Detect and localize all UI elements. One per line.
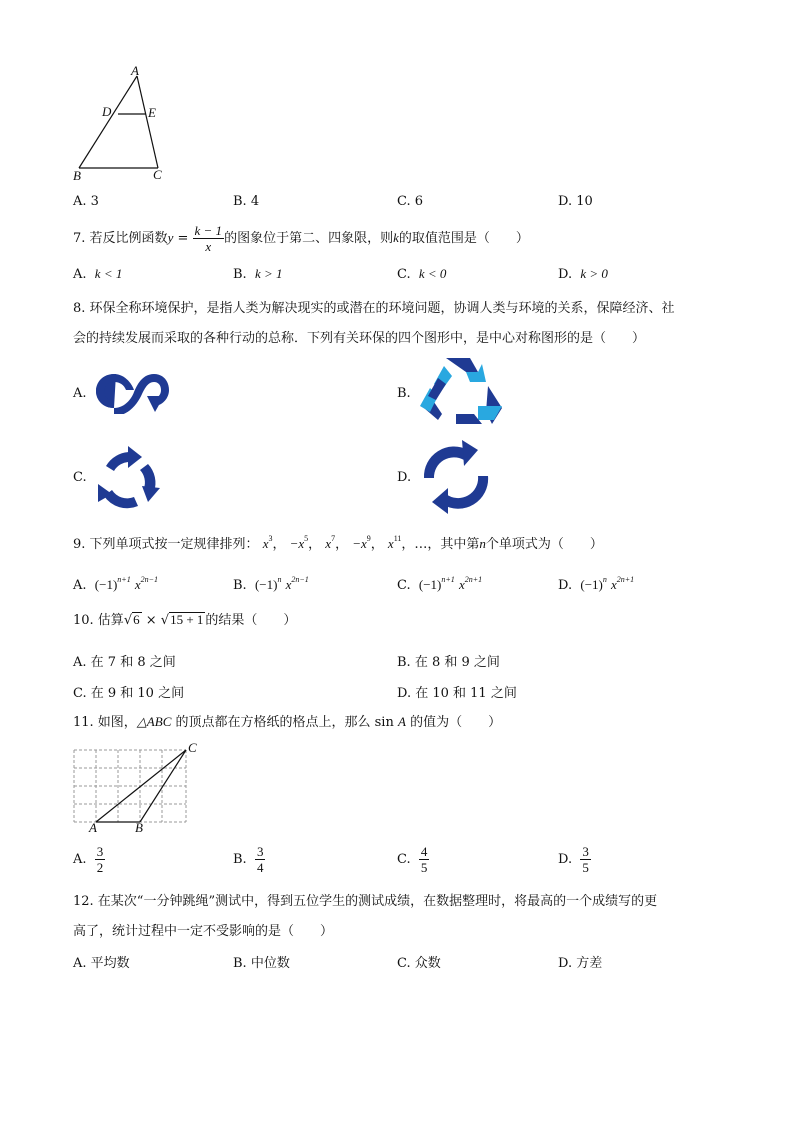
q7-option-a[interactable]: A. k < 1 (73, 266, 123, 282)
q8-option-a-label[interactable]: A. (73, 386, 87, 401)
point-label-e: E (148, 105, 156, 120)
q11-option-a[interactable]: A. $\frac{3}{2}$ (73, 844, 104, 875)
vertex-label-c: C (153, 167, 162, 182)
q6-option-c[interactable]: C. 6 (397, 194, 424, 209)
q9-option-b[interactable]: B. $(-1)^n$ $x^{2n-1}$ (233, 575, 309, 593)
q7-fraction: $\frac{k - 1}{x}$ (194, 223, 223, 254)
grid-label-c: C (188, 740, 197, 755)
infinity-arrow-icon[interactable] (92, 368, 172, 414)
q12-option-b[interactable]: B. 中位数 (233, 956, 290, 971)
q7-option-c[interactable]: C. k < 0 (397, 266, 447, 282)
vertex-label-a: A (131, 63, 139, 78)
q6-option-b[interactable]: B. 4 (233, 194, 260, 209)
q7-option-b[interactable]: B. k > 1 (233, 266, 283, 282)
q9-option-c[interactable]: C. $(-1)^{n+1}$ $x^{2n+1}$ (397, 575, 483, 593)
two-circular-arrows-icon[interactable] (416, 438, 496, 516)
q12-question-line1: 12. 在某次“一分钟跳绳”测试中，得到五位学生的测试成绩，在数据整理时，将最高的一个成绩写的更 (73, 894, 658, 909)
q12-option-a[interactable]: A. 平均数 (73, 956, 130, 971)
vertex-label-b: B (73, 168, 81, 183)
grid-label-a: A (89, 820, 97, 835)
q8-option-b-label[interactable]: B. (397, 386, 411, 401)
q9-option-d[interactable]: D. $(-1)^n$ $x^{2n+1}$ (558, 575, 635, 593)
q11-option-d[interactable]: D. $\frac{3}{5}$ (558, 844, 589, 875)
point-label-d: D (102, 104, 112, 119)
q7-question: 7. 若反比例函数y = $\frac{k - 1}{x}$ 的图象位于第二、四象限，则k的取值范围是（ ） (73, 223, 529, 254)
q8-option-c-label[interactable]: C. (73, 470, 87, 485)
grid-label-b: B (135, 820, 143, 835)
q10-option-b[interactable]: B. 在 8 和 9 之间 (397, 655, 500, 670)
triangle-figure-q6 (70, 62, 180, 184)
q11-option-b[interactable]: B. $\frac{3}{4}$ (233, 844, 264, 875)
recycle-triangle-icon[interactable] (416, 356, 504, 432)
q9-question: 9. 下列单项式按一定规律排列： $x^3$， $-x^5$， $x^7$， $-x^9$， $x^{11}$，…，其中第n个单项式为（ ） (73, 534, 603, 552)
q10-option-d[interactable]: D. 在 10 和 11 之间 (397, 686, 517, 701)
q6-option-d[interactable]: D. 10 (558, 194, 593, 209)
q12-option-d[interactable]: D. 方差 (558, 956, 603, 971)
q8-question-line1: 8. 环保全称环境保护，是指人类为解决现实的或潜在的环境问题，协调人类与环境的关系，保障经济、社 (73, 301, 675, 316)
q10-option-c[interactable]: C. 在 9 和 10 之间 (73, 686, 185, 701)
circular-arrows-icon[interactable] (92, 446, 164, 514)
q12-option-c[interactable]: C. 众数 (397, 956, 441, 971)
q10-question: 10. 估算√6 × √15 + 1 的结果（ ） (73, 612, 297, 628)
q8-question-line2: 会的持续发展而采取的各种行动的总称．下列有关环保的四个图形中，是中心对称图形的是（ ） (73, 331, 646, 346)
q12-question-line2: 高了，统计过程中一定不受影响的是（ ） (73, 924, 334, 939)
q6-option-a[interactable]: A. 3 (73, 194, 99, 209)
q7-option-d[interactable]: D. k > 0 (558, 266, 608, 282)
q8-option-d-label[interactable]: D. (397, 470, 412, 485)
q9-option-a[interactable]: A. $(-1)^{n+1}$ $x^{2n-1}$ (73, 575, 159, 593)
q11-question: 11. 如图，△ABC 的顶点都在方格纸的格点上，那么 sin A 的值为（ ） (73, 714, 502, 730)
q11-option-c[interactable]: C. $\frac{4}{5}$ (397, 844, 428, 875)
q10-option-a[interactable]: A. 在 7 和 8 之间 (73, 655, 176, 670)
